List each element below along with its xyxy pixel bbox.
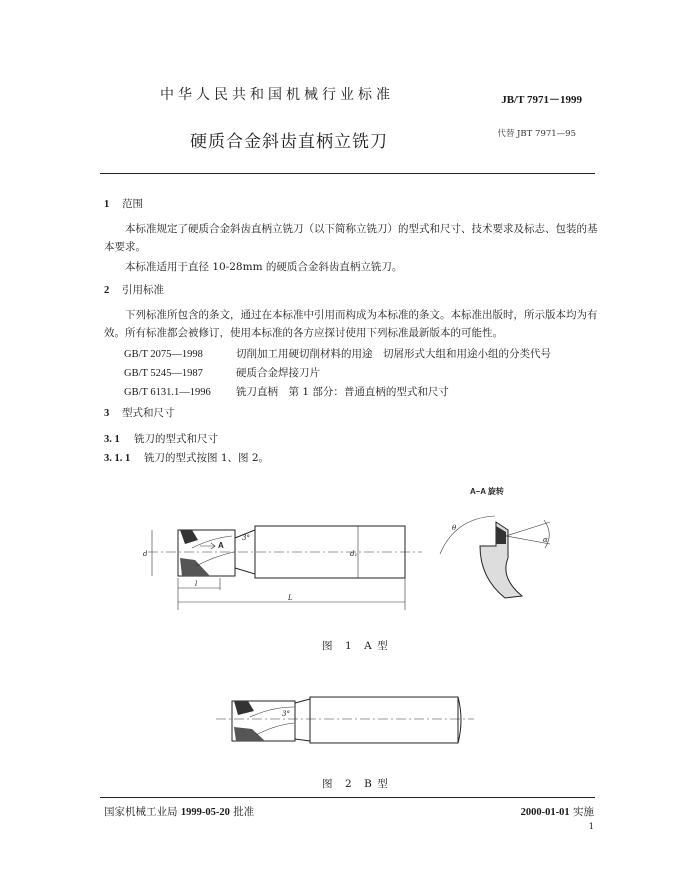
- figure-1-drawing: [140, 478, 560, 613]
- reference-title: 切削加工用硬切削材料的用途 切屑形式大组和用途小组的分类代号: [236, 348, 551, 360]
- section-title: 引用标准: [122, 284, 164, 296]
- section-title: 型式和尺寸: [122, 407, 175, 419]
- reference-code: GB/T 6131.1—1996: [124, 387, 211, 398]
- section-number: 1: [104, 199, 110, 210]
- section-arrow: [200, 543, 215, 549]
- section-1-paragraph-2: 本标准适用于直径 10-28mm 的硬质合金斜齿直柄立铣刀。: [125, 261, 403, 273]
- section-view-label: A–A 旋转: [470, 487, 504, 496]
- dimension-L-label: L: [288, 594, 293, 602]
- dimension-d1-label: d₁: [350, 550, 358, 558]
- header-rule: [100, 173, 595, 174]
- dimension-l-label: l: [195, 580, 198, 588]
- carbide-tip: [234, 727, 265, 741]
- reference-title: 硬质合金焊接刀片: [236, 367, 320, 379]
- section-3-heading: [104, 405, 175, 420]
- figure-2-drawing: [210, 685, 480, 760]
- implementation-date: 2000-01-01: [520, 807, 570, 818]
- section-number: 3: [104, 408, 110, 419]
- reference-item: [124, 384, 449, 399]
- approval-note: [104, 804, 254, 819]
- reference-code: GB/T 2075—1998: [124, 349, 203, 360]
- reference-title: 铣刀直柄 第 1 部分：普通直柄的型式和尺寸: [236, 386, 449, 398]
- approve-word: 批准: [233, 806, 255, 818]
- section-3-1-heading: [104, 431, 218, 446]
- issuer: 国家机械工业局: [104, 806, 178, 818]
- section-number: 3. 1. 1: [104, 453, 131, 464]
- document-title: 硬质合金斜齿直柄立铣刀: [190, 132, 388, 152]
- helix-angle-label: 3°: [242, 534, 250, 542]
- reference-item: [124, 346, 551, 361]
- neck-lines: [295, 699, 310, 741]
- reference-item: [124, 365, 320, 380]
- replaces-note: 代替 JBT 7971—95: [497, 129, 576, 139]
- section-1-paragraph-1: 本标准规定了硬质合金斜齿直柄立铣刀（以下简称立铣刀）的型式和尺寸、技术要求及标志、包装的基本要求。: [104, 223, 598, 253]
- implementation-note: [521, 804, 594, 819]
- flute-curves: [192, 536, 234, 566]
- section-title: 范围: [122, 198, 143, 210]
- implementation-word: 实施: [573, 806, 594, 818]
- section-1-heading: [104, 196, 143, 211]
- standard-category: 中华人民共和国机械行业标准: [160, 87, 394, 103]
- section-title: 铣刀的型式和尺寸: [134, 433, 218, 445]
- carbide-tip: [234, 701, 254, 715]
- shank-outline: [310, 697, 458, 743]
- section-3-1-1-heading: [104, 450, 269, 465]
- section-mark-label: A: [218, 541, 224, 550]
- approve-date: 1999-05-20: [180, 807, 230, 818]
- carbide-tip: [180, 530, 198, 544]
- reference-code: GB/T 5245—1987: [124, 368, 203, 379]
- section-2-paragraph-1: 下列标准所包含的条文，通过在本标准中引用而构成为本标准的条文。本标准出版时，所示版本均为有效。所有标准都会被修订，使用本标准的各方应探讨使用下列标准最新版本的可能性。: [104, 309, 598, 339]
- helix-angle-label: 3°: [282, 710, 290, 718]
- section-number: 2: [104, 285, 110, 296]
- dimension-d-label: d: [143, 550, 148, 558]
- angle-alpha-label: α: [543, 536, 548, 544]
- angle-theta-label: θ: [452, 524, 457, 532]
- footer-rule: [100, 797, 595, 798]
- figure-2-caption: 图 2 B 型: [322, 778, 389, 790]
- section-title: 铣刀的型式按图 1、图 2。: [144, 452, 270, 464]
- page-number: 1: [588, 822, 594, 832]
- figure-1-caption: 图 1 A 型: [322, 640, 389, 652]
- section-2-heading: [104, 282, 164, 297]
- section-number: 3. 1: [104, 434, 120, 445]
- standard-number: JB/T 7971－1999: [501, 94, 582, 106]
- carbide-tip: [180, 558, 210, 576]
